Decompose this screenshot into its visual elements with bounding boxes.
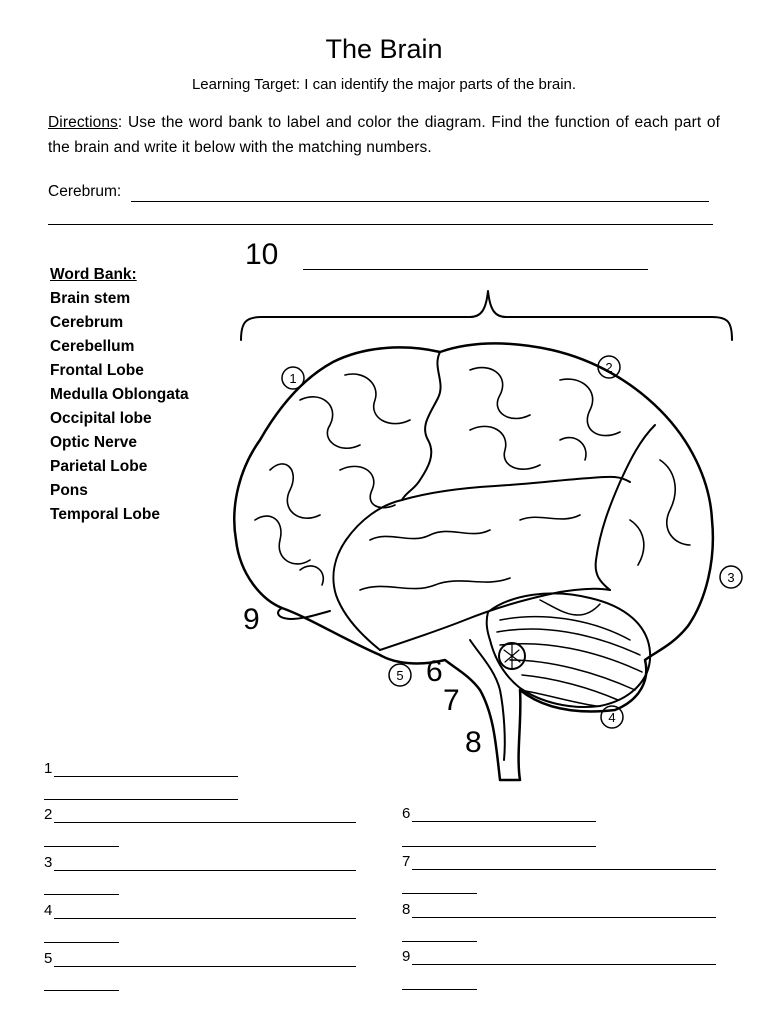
- answer-6-line-2[interactable]: [402, 846, 596, 847]
- answer-number-3: 3: [44, 854, 53, 871]
- answer-4-line-2[interactable]: [44, 942, 119, 943]
- answer-number-7: 7: [402, 853, 411, 870]
- label-6: 6: [426, 655, 443, 688]
- answer-7-line-2[interactable]: [402, 893, 477, 894]
- central-sulcus: [402, 352, 441, 500]
- answer-number-2: 2: [44, 806, 53, 823]
- label-8: 8: [465, 726, 482, 759]
- answer-7-line[interactable]: [412, 869, 716, 870]
- answer-1-line-2[interactable]: [44, 799, 238, 800]
- answer-number-9: 9: [402, 948, 411, 965]
- circle-label-2: 2: [605, 360, 613, 375]
- word-bank-item: Pons: [50, 482, 88, 499]
- word-bank-item: Medulla Oblongata: [50, 386, 189, 403]
- directions-text: : Use the word bank to label and color the diagram. Find the function of each part of the brain and write it below with the matching numbers.: [48, 114, 720, 156]
- answer-number-8: 8: [402, 901, 411, 918]
- temporal-lobe-bottom: [380, 589, 610, 650]
- answer-5-line[interactable]: [54, 966, 356, 967]
- word-bank-item: Temporal Lobe: [50, 506, 160, 523]
- answer-8-line-2[interactable]: [402, 941, 477, 942]
- word-bank-heading: Word Bank:: [50, 266, 137, 283]
- answer-9-line-2[interactable]: [402, 989, 477, 990]
- lateral-sulcus: [333, 500, 402, 650]
- word-bank-item: Parietal Lobe: [50, 458, 148, 475]
- word-bank-item: Cerebrum: [50, 314, 124, 331]
- word-bank-item: Occipital lobe: [50, 410, 152, 427]
- answer-3-line-2[interactable]: [44, 894, 119, 895]
- directions-label: Directions: [48, 114, 118, 131]
- learning-target: Learning Target: I can identify the major parts of the brain.: [191, 76, 577, 93]
- answer-2-line-2[interactable]: [44, 846, 119, 847]
- page-title: The Brain: [325, 34, 443, 64]
- brain-bracket: [241, 291, 732, 340]
- label-9: 9: [243, 603, 260, 636]
- answer-1-line[interactable]: [54, 776, 238, 777]
- answer-4-line[interactable]: [54, 918, 356, 919]
- answer-8-line[interactable]: [412, 917, 716, 918]
- circle-label-5: 5: [396, 668, 404, 683]
- circle-label-1: 1: [289, 371, 297, 386]
- answer-2-line[interactable]: [54, 822, 356, 823]
- label-7: 7: [443, 684, 460, 717]
- parieto-occipital-line: [596, 425, 655, 590]
- answer-number-6: 6: [402, 805, 411, 822]
- answer-number-4: 4: [44, 902, 53, 919]
- circle-label-4: 4: [608, 710, 616, 725]
- label-10-answer-line[interactable]: [303, 269, 648, 270]
- answer-5-line-2[interactable]: [44, 990, 119, 991]
- cerebellum-outline: [487, 593, 650, 707]
- answer-number-5: 5: [44, 950, 53, 967]
- answer-9-line[interactable]: [412, 964, 716, 965]
- word-bank-item: Cerebellum: [50, 338, 135, 355]
- circle-label-3: 3: [727, 570, 735, 585]
- word-bank-item: Optic Nerve: [50, 434, 138, 451]
- answer-number-1: 1: [44, 760, 53, 777]
- cerebrum-label: Cerebrum:: [48, 183, 122, 200]
- answer-6-line[interactable]: [412, 821, 596, 822]
- answer-3-line[interactable]: [54, 870, 356, 871]
- temporal-lobe-top: [402, 477, 630, 500]
- word-bank-item: Brain stem: [50, 290, 131, 307]
- label-10: 10: [245, 238, 279, 271]
- word-bank-item: Frontal Lobe: [50, 362, 144, 379]
